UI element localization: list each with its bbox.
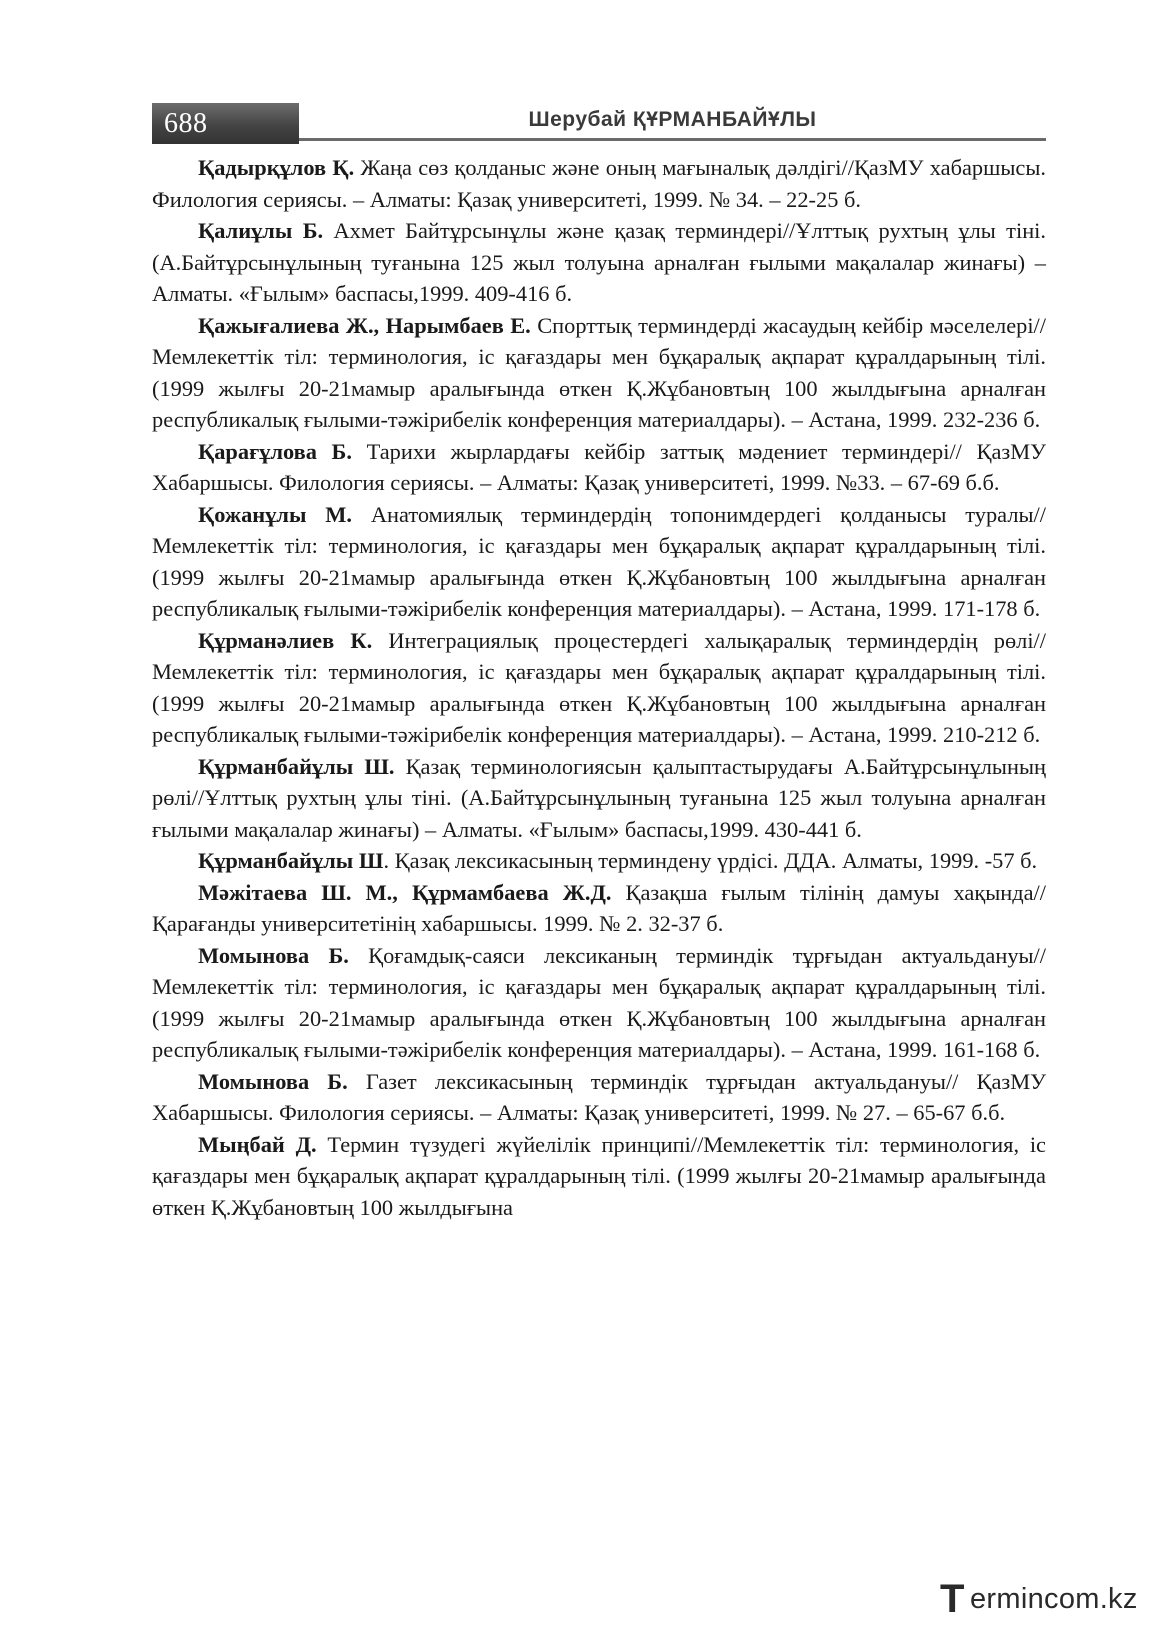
entry-author: Құрманәлиев К. (198, 627, 373, 653)
header-rule (299, 138, 1046, 141)
entry-author: Мәжітаева Ш. М., Құрмамбаева Ж.Д. (198, 879, 612, 905)
page-number: 688 (152, 103, 299, 144)
entry-text: Қазақ терминологиясын қалыптастырудағы А.Байтұрсынұлының рөлі//Ұлттық рухтың ұлы тіні. (А.Байтұрсынұлының туғанына 125 жыл толуына арналған ғылыми мақалалар жинағы) – Алматы. «Ғылым» баспасы,1999. 430-441 б. (152, 753, 1046, 842)
entry-author: Мыңбай Д. (198, 1131, 317, 1157)
entry-text: . Қазақ лексикасының терминдену үрдісі. ДДА. Алматы, 1999. -57 б. (383, 848, 1038, 873)
bibliography-entry (152, 877, 1046, 940)
entry-text: Анатомиялық терминдердің топонимдердегі қолданысы туралы//Мемлекеттік тіл: терминология, іс қағаздары мен бұқаралық ақпарат құралдарының тілі. (1999 жылғы 20-21мамыр аралығында өткен Қ.Жұбановтың 100 жылдығына арналған республикалық ғылыми-тәжірибелік конференция материалдары). – Астана, 1999. 171-178 б. (152, 501, 1046, 621)
bibliography-entry (152, 625, 1046, 751)
bibliography-entry (152, 940, 1046, 1066)
entry-text: Қазақша ғылым тілінің дамуы хақында//Қарағанды университетінің хабаршысы. 1999. № 2. 32-37 б. (152, 879, 1046, 936)
bibliography-entry (152, 152, 1046, 215)
entry-author: Қалиұлы Б. (198, 218, 324, 243)
entry-text: Спорттық терминдерді жасаудың кейбір мәселелері//Мемлекеттік тіл: терминология, іс қағаздары мен бұқаралық ақпарат құралдарының тілі. (1999 жылғы 20-21мамыр аралығында өткен Қ.Жұбановтың 100 жылдығына арналған республикалық ғылыми-тәжірибелік конференция материалдары). – Астана, 1999. 232-236 б. (152, 312, 1046, 432)
entry-author: Қарағұлова Б. (198, 438, 352, 464)
entry-author: Қожанұлы М. (198, 501, 353, 527)
bibliography-entry (152, 310, 1046, 436)
entry-author: Момынова Б. (198, 1068, 348, 1094)
watermark-text: ermincom.kz (970, 1583, 1138, 1615)
entry-text: Интеграциялық процестердегі халықаралық терминдердің рөлі//Мемлекеттік тіл: терминология, іс қағаздары мен бұқаралық ақпарат құралдарының тілі. (1999 жылғы 20-21мамыр аралығында өткен Қ.Жұбановтың 100 жылдығына арналған республикалық ғылыми-тәжірибелік конференция материалдары). – Астана, 1999. 210-212 б. (152, 627, 1046, 747)
bibliography-entry (152, 499, 1046, 625)
entry-text: Ахмет Байтұрсынұлы және қазақ терминдері//Ұлттық рухтың ұлы тіні. (А.Байтұрсынұлының туғанына 125 жыл толуына арналған ғылыми мақалалар жинағы) – Алматы. «Ғылым» баспасы,1999. 409-416 б. (152, 218, 1046, 306)
entry-author: Қажығалиева Ж., Нарымбаев Е. (198, 312, 531, 338)
entry-author: Құрманбайұлы Ш. (198, 753, 395, 779)
bibliography-entry (152, 215, 1046, 310)
watermark-initial: T (940, 1577, 965, 1621)
bibliography-entry (152, 436, 1046, 499)
bibliography-entry (152, 1129, 1046, 1224)
entry-text: Тарихи жырлардағы кейбір заттық мәдениет терминдері// ҚазМУ Хабаршысы. Филология сериясы. – Алматы: Қазақ университеті, 1999. №33. – 67-69 б.б. (152, 438, 1046, 495)
entry-author: Момынова Б. (198, 942, 349, 968)
entry-text: Газет лексикасының терминдік тұрғыдан актуальдануы// ҚазМУ Хабаршысы. Филология сериясы. – Алматы: Қазақ университеті, 1999. № 27. – 65-67 б.б. (152, 1068, 1046, 1125)
entry-text: Термин түзудегі жүйелілік принципі//Мемлекеттік тіл: терминология, іс қағаздары мен бұқаралық ақпарат құралдарының тілі. (1999 жылғы 20-21мамыр аралығында өткен Қ.Жұбановтың 100 жылдығына (152, 1131, 1046, 1220)
bibliography-entry (152, 1066, 1046, 1129)
running-title: Шерубай ҚҰРМАНБАЙҰЛЫ (528, 108, 817, 131)
bibliography-entry (152, 751, 1046, 846)
entry-author: Қадырқұлов Қ. (198, 155, 355, 180)
page-header (152, 103, 1046, 147)
entry-text: Қоғамдық-саяси лексиканың терминдік тұрғыдан актуальдануы//Мемлекеттік тіл: терминология, іс қағаздары мен бұқаралық ақпарат құралдарының тілі. (1999 жылғы 20-21мамыр аралығында өткен Қ.Жұбановтың 100 жылдығына арналған республикалық ғылыми-тәжірибелік конференция материалдары). – Астана, 1999. 161-168 б. (152, 942, 1047, 1062)
bibliography-list (152, 152, 1046, 1223)
entry-author: Құрманбайұлы Ш (198, 848, 384, 873)
bibliography-entry (152, 845, 1046, 877)
entry-text: Жаңа сөз қолданыс және оның мағыналық дәлдігі//ҚазМУ хабаршысы. Филология сериясы. – Алматы: Қазақ университеті, 1999. № 34. – 22-25 б. (152, 155, 1046, 212)
site-watermark-logo (940, 1577, 1140, 1621)
